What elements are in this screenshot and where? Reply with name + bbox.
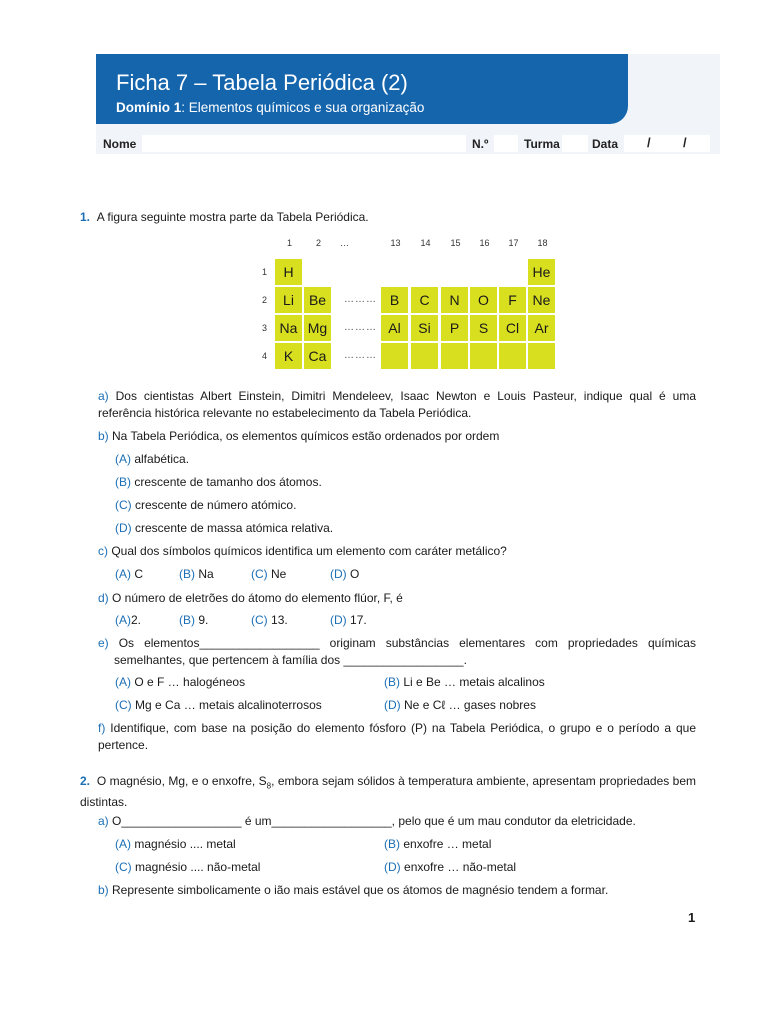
class-field[interactable]: [562, 135, 588, 152]
question-1: 1. A figura seguinte mostra parte da Tabela Periódica.: [80, 210, 369, 224]
date-label: Data: [592, 137, 619, 151]
element-empty: [528, 343, 555, 369]
question-1d: d) O número de eletrões do átomo do elemento flúor, F, é: [98, 591, 403, 605]
element-empty: [411, 343, 438, 369]
question-1e-line2: semelhantes, que pertencem à família dos __________________.: [114, 653, 467, 667]
element-c: C: [411, 287, 438, 313]
element-ne: Ne: [528, 287, 555, 313]
option-1d-b[interactable]: (B) 9.: [179, 613, 209, 627]
period-number: 2: [262, 295, 268, 305]
option-1e-d[interactable]: (D) Ne e Cℓ … gases nobres: [384, 698, 536, 712]
element-b: B: [381, 287, 408, 313]
period-number: 4: [262, 351, 268, 361]
group-number: …: [340, 238, 349, 248]
option-1b-a[interactable]: (A) alfabética.: [115, 452, 190, 466]
date-field[interactable]: [624, 135, 710, 152]
question-1c: c) Qual dos símbolos químicos identifica um elemento com caráter metálico?: [98, 544, 507, 558]
option-1e-c[interactable]: (C) Mg e Ca … metais alcalinoterrosos: [115, 698, 322, 712]
question-2b: b) Represente simbolicamente o ião mais estável que os átomos de magnésio tendem a formar.: [98, 883, 609, 897]
element-n: N: [441, 287, 468, 313]
option-1b-d[interactable]: (D) crescente de massa atómica relativa.: [115, 521, 334, 535]
option-1c-b[interactable]: (B) Na: [179, 567, 214, 581]
option-1b-c[interactable]: (C) crescente de número atómico.: [115, 498, 297, 512]
worksheet-title: Ficha 7 – Tabela Periódica (2): [116, 70, 408, 95]
option-1d-c[interactable]: (C) 13.: [251, 613, 288, 627]
element-al: Al: [381, 315, 408, 341]
option-1c-d[interactable]: (D) O: [330, 567, 360, 581]
table-ellipsis: ………: [344, 294, 377, 305]
option-1d-d[interactable]: (D) 17.: [330, 613, 367, 627]
group-number: 17: [508, 238, 519, 248]
element-mg: Mg: [304, 315, 331, 341]
element-li: Li: [275, 287, 302, 313]
element-ar: Ar: [528, 315, 555, 341]
option-1b-b[interactable]: (B) crescente de tamanho dos átomos.: [115, 475, 322, 489]
element-si: Si: [411, 315, 438, 341]
element-cl: Cl: [499, 315, 526, 341]
element-empty: [470, 343, 497, 369]
date-separator: /: [647, 135, 651, 150]
option-1e-a[interactable]: (A) O e F … halogéneos: [115, 675, 246, 689]
group-number: 18: [537, 238, 548, 248]
class-label: Turma: [524, 137, 560, 151]
period-number: 1: [262, 267, 268, 277]
question-1a: a) Dos cientistas Albert Einstein, Dimitri Mendeleev, Isaac Newton e Louis Pasteur, indique qual é uma referência histórica relevante no estabelecimento da Tabela Periódica.: [98, 389, 696, 420]
option-1c-c[interactable]: (C) Ne: [251, 567, 287, 581]
element-o: O: [470, 287, 497, 313]
name-field[interactable]: [142, 135, 466, 152]
group-number: 14: [420, 238, 431, 248]
option-1d-a[interactable]: (A)2.: [115, 613, 142, 627]
table-ellipsis: ………: [344, 350, 377, 361]
element-he: He: [528, 259, 555, 285]
element-ca: Ca: [304, 343, 331, 369]
group-number: 2: [315, 238, 321, 248]
element-f: F: [499, 287, 526, 313]
element-be: Be: [304, 287, 331, 313]
element-empty: [441, 343, 468, 369]
name-label: Nome: [103, 137, 137, 151]
element-p: P: [441, 315, 468, 341]
question-2: 2. O magnésio, Mg, e o enxofre, $S_8$, embora sejam sólidos à temperatura ambiente, apresentam propriedades bem distintas.: [80, 774, 696, 810]
element-k: K: [275, 343, 302, 369]
table-ellipsis: ………: [344, 322, 377, 333]
element-s: S: [470, 315, 497, 341]
element-h: H: [275, 259, 302, 285]
date-separator: /: [683, 135, 687, 150]
option-2a-b[interactable]: (B) enxofre … metal: [384, 837, 492, 851]
question-1e: e) Os elementos__________________ originam substâncias elementares com propriedades químicas: [98, 636, 696, 650]
period-number: 3: [262, 323, 268, 333]
group-number: 16: [479, 238, 490, 248]
question-1b: b) Na Tabela Periódica, os elementos químicos estão ordenados por ordem: [98, 429, 500, 443]
number-field[interactable]: [494, 135, 518, 152]
element-na: Na: [275, 315, 302, 341]
option-1c-a[interactable]: (A) C: [115, 567, 144, 581]
group-number: 15: [450, 238, 461, 248]
question-2a: a) O__________________ é um__________________, pelo que é um mau condutor da eletricidade.: [98, 814, 636, 828]
option-2a-a[interactable]: (A) magnésio .... metal: [115, 837, 236, 851]
group-number: 1: [286, 238, 292, 248]
element-empty: [381, 343, 408, 369]
worksheet-subtitle: Domínio 1: Elementos químicos e sua organização: [116, 100, 425, 115]
option-1e-b[interactable]: (B) Li e Be … metais alcalinos: [384, 675, 545, 689]
option-2a-d[interactable]: (D) enxofre … não-metal: [384, 860, 517, 874]
question-1f: f) Identifique, com base na posição do elemento fósforo (P) na Tabela Periódica, o grupo e o período a que pertence.: [98, 721, 696, 752]
group-number: 13: [390, 238, 401, 248]
number-label: N.º: [472, 137, 489, 151]
option-2a-c[interactable]: (C) magnésio .... não-metal: [115, 860, 261, 874]
page-number: 1: [688, 910, 696, 925]
element-empty: [499, 343, 526, 369]
